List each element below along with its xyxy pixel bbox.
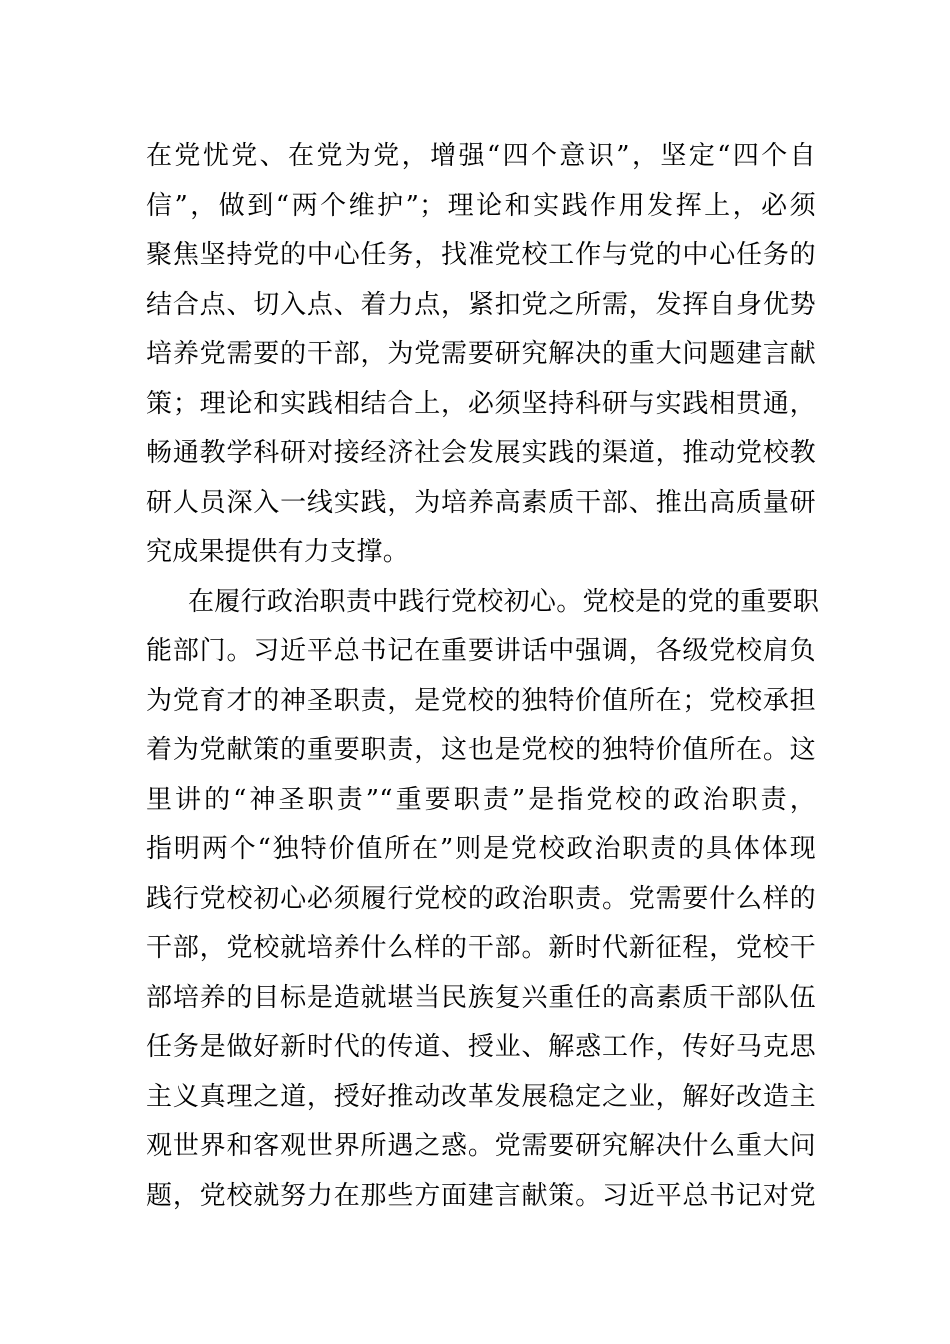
text-line: 为党育才的神圣职责，是党校的独特价值所在；党校承担 [146, 685, 816, 716]
text-line: 策；理论和实践相结合上，必须坚持科研与实践相贯通， [146, 388, 816, 419]
text-line: 研人员深入一线实践，为培养高素质干部、推出高质量研 [146, 487, 816, 518]
paragraph-start-line: 在履行政治职责中践行党校初心。党校是的党的重要职 [188, 586, 820, 617]
text-line: 观世界和客观世界所遇之惑。党需要研究解决什么重大问 [146, 1131, 816, 1161]
text-line: 题，党校就努力在那些方面建言献策。习近平总书记对党 [146, 1180, 816, 1211]
text-line: 究成果提供有力支撑。 [146, 537, 410, 567]
text-line: 干部，党校就培养什么样的干部。新时代新征程，党校干 [146, 933, 816, 963]
text-line: 任务是做好新时代的传道、授业、解惑工作，传好马克思 [146, 1032, 816, 1062]
text-line: 着为党献策的重要职责，这也是党校的独特价值所在。这 [146, 735, 816, 765]
text-line: 能部门。习近平总书记在重要讲话中强调，各级党校肩负 [146, 636, 816, 666]
text-line: 指明两个“独特价值所在”则是党校政治职责的具体体现 [146, 834, 816, 864]
text-line: 践行党校初心必须履行党校的政治职责。党需要什么样的 [146, 883, 816, 914]
text-line: 主义真理之道，授好推动改革发展稳定之业，解好改造主 [146, 1081, 816, 1112]
text-line: 部培养的目标是造就堪当民族复兴重任的高素质干部队伍 [146, 982, 816, 1013]
text-line: 畅通教学科研对接经济社会发展实践的渠道，推动党校教 [146, 438, 816, 468]
text-line: 培养党需要的干部，为党需要研究解决的重大问题建言献 [146, 339, 816, 369]
text-line: 里讲的“神圣职责”“重要职责”是指党校的政治职责， [146, 784, 816, 815]
text-line: 结合点、切入点、着力点，紧扣党之所需，发挥自身优势 [146, 289, 816, 320]
text-line: 在党忧党、在党为党，增强“四个意识”，坚定“四个自 [146, 141, 816, 171]
text-line: 聚焦坚持党的中心任务，找准党校工作与党的中心任务的 [146, 240, 816, 270]
body-text [146, 132, 820, 1221]
text-line: 信”，做到“两个维护”；理论和实践作用发挥上，必须 [146, 190, 816, 221]
